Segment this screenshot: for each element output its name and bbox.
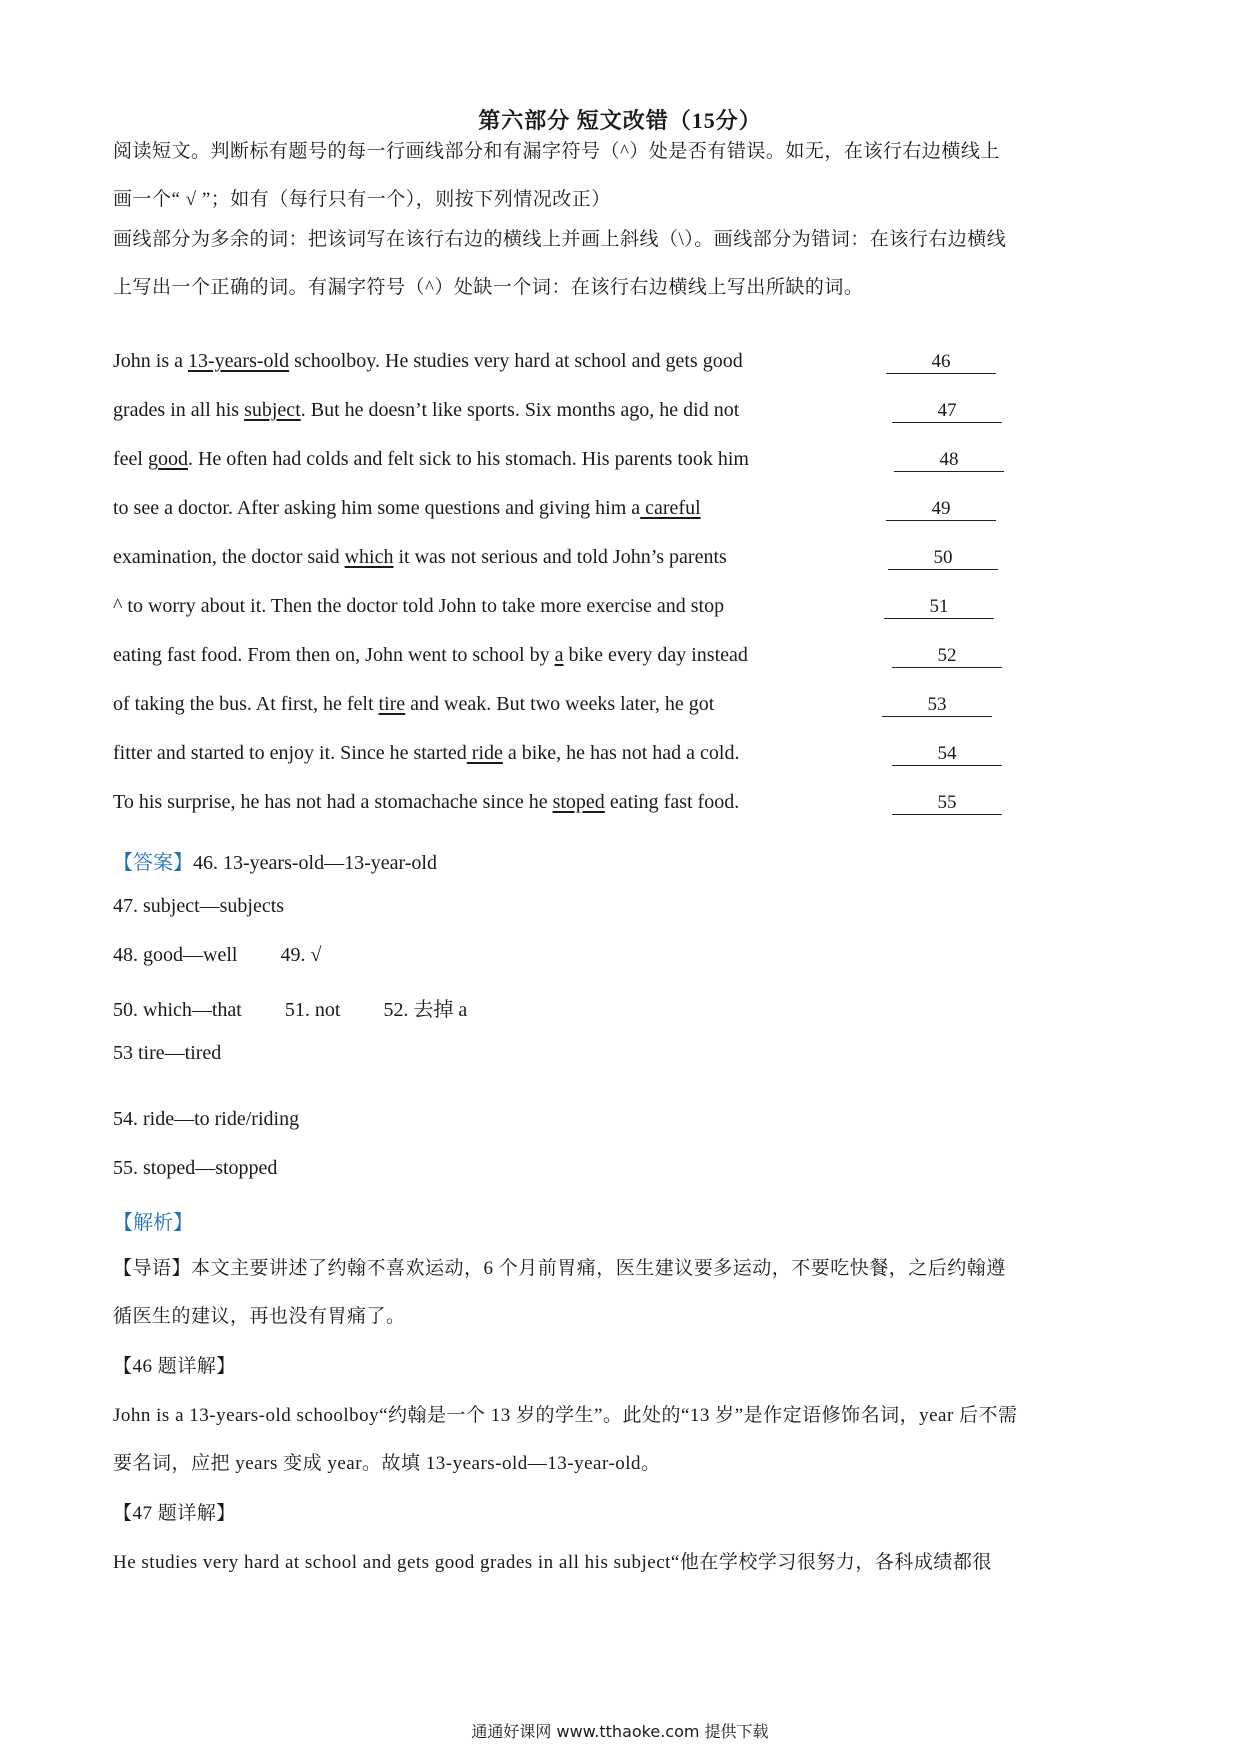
q47-heading: 【47 题详解】 [113, 1503, 236, 1524]
passage-line-46 [113, 350, 743, 373]
analysis-tag: 【解析】 [113, 1212, 193, 1234]
answer-50: 50. which—that [113, 999, 242, 1021]
answer-blank-51: 51 [884, 596, 994, 619]
passage-line-55 [113, 791, 739, 814]
analysis-intro [113, 1245, 1123, 1341]
answer-51: 51. not [284, 999, 341, 1021]
instructions-line: 画一个“ √ ”；如有（每行只有一个），则按下列情况改正） [113, 189, 611, 210]
underlined-word: tire [378, 693, 406, 715]
instructions-line: 画线部分为多余的词：把该词写在该行右边的横线上并画上斜线（\）。画线部分为错词：在该行右边横线 [113, 229, 1007, 250]
passage-line-54 [113, 742, 739, 765]
q46-heading: 【46 题详解】 [113, 1356, 236, 1377]
section-title: 第六部分 短文改错（15分） [478, 108, 762, 133]
instructions-p2 [113, 216, 1123, 312]
analysis-line: John is a 13-years-old schoolboy“约翰是一个 13 岁的学生”。此处的“13 岁”是作定语修饰名词，year 后不需 [113, 1405, 1018, 1426]
answer-tag: 【答案】 [113, 852, 193, 874]
answer-blank-46: 46 [886, 351, 996, 374]
q47-explanation: He studies very hard at school and gets good grades in all his subject“他在学校学习很努力，各科成绩都很 [113, 1552, 992, 1573]
answer-47: 47. subject—subjects [113, 895, 285, 917]
analysis-line: 要名词，应把 years 变成 year。故填 13-years-old—13-year-old。 [113, 1453, 661, 1474]
analysis-line: 【导语】本文主要讲述了约翰不喜欢运动，6 个月前胃痛，医生建议要多运动，不要吃快餐，之后约翰遵 [113, 1258, 1006, 1279]
answer-55: 55. stoped—stopped [113, 1157, 278, 1179]
passage-text: To his surprise, he has not had a stomachache since he [113, 791, 553, 813]
answer-row-48-49 [113, 944, 321, 967]
q46-explanation [113, 1392, 1123, 1488]
answer-blank-49: 49 [886, 498, 996, 521]
instructions-line: 上写出一个正确的词。有漏字符号（^）处缺一个词：在该行右边横线上写出所缺的词。 [113, 277, 864, 298]
underlined-word: subject [244, 399, 301, 421]
passage-text: schoolboy. He studies very hard at school and gets good [289, 350, 743, 372]
passage-line-52 [113, 644, 748, 667]
answer-blank-50: 50 [888, 547, 998, 570]
answer-row-46 [113, 846, 437, 875]
passage-text: . But he doesn’t like sports. Six months ago, he did not [300, 399, 740, 421]
passage-line-47 [113, 399, 739, 422]
passage-text: eating fast food. From then on, John went to school by [113, 644, 555, 666]
answer-53: 53 tire—tired [113, 1042, 222, 1064]
passage-line-49 [113, 497, 701, 520]
passage-text: feel [113, 448, 148, 470]
answer-46: 46. 13-years-old—13-year-old [193, 852, 437, 874]
passage-text: . He often had colds and felt sick to his stomach. His parents took him [187, 448, 749, 470]
passage-text: bike every day instead [563, 644, 748, 666]
underlined-word: ride [466, 742, 503, 764]
passage-text: John is a [113, 350, 188, 372]
passage-text: and weak. But two weeks later, he got [405, 693, 715, 715]
underlined-word: good [147, 448, 188, 470]
passage-text: ^ to worry about it. Then the doctor told John to take more exercise and stop [113, 595, 725, 617]
answer-49: 49. √ [280, 944, 322, 966]
underlined-word: a [554, 644, 564, 666]
passage-text: to see a doctor. After asking him some questions and giving him a [113, 497, 641, 519]
passage-text: a bike, he has not had a cold. [502, 742, 740, 764]
passage-text: of taking the bus. At first, he felt [113, 693, 379, 715]
answer-blank-47: 47 [892, 400, 1002, 423]
underlined-word: 13-years-old [188, 350, 290, 372]
passage-line-51 [113, 595, 724, 618]
answer-54: 54. ride—to ride/riding [113, 1108, 300, 1130]
answer-48: 48. good—well [113, 944, 238, 966]
analysis-line: 循医生的建议，再也没有胃痛了。 [113, 1306, 406, 1327]
answer-row-50-52 [113, 993, 467, 1022]
footer: 通通好课网 www.tthaoke.com 提供下载 [471, 1722, 769, 1741]
passage-line-48 [113, 448, 749, 471]
passage-text: grades in all his [113, 399, 245, 421]
passage-text: eating fast food. [604, 791, 740, 813]
answer-blank-52: 52 [892, 645, 1002, 668]
underlined-word: stoped [552, 791, 605, 813]
underlined-word: careful [640, 497, 701, 519]
instructions-p1 [113, 128, 1123, 224]
answer-blank-48: 48 [894, 449, 1004, 472]
passage-line-53 [113, 693, 714, 716]
instructions-line: 阅读短文。判断标有题号的每一行画线部分和有漏字符号（^）处是否有错误。如无，在该行右边横线上 [113, 141, 1000, 162]
answer-52: 52. 去掉 a [383, 999, 468, 1021]
answer-blank-55: 55 [892, 792, 1002, 815]
passage-text: fitter and started to enjoy it. Since he started [113, 742, 467, 764]
answer-blank-54: 54 [892, 743, 1002, 766]
underlined-word: which [344, 546, 394, 568]
passage-line-50 [113, 546, 727, 569]
passage-text: it was not serious and told John’s parents [393, 546, 727, 568]
answer-blank-53: 53 [882, 694, 992, 717]
passage-text: examination, the doctor said [113, 546, 345, 568]
